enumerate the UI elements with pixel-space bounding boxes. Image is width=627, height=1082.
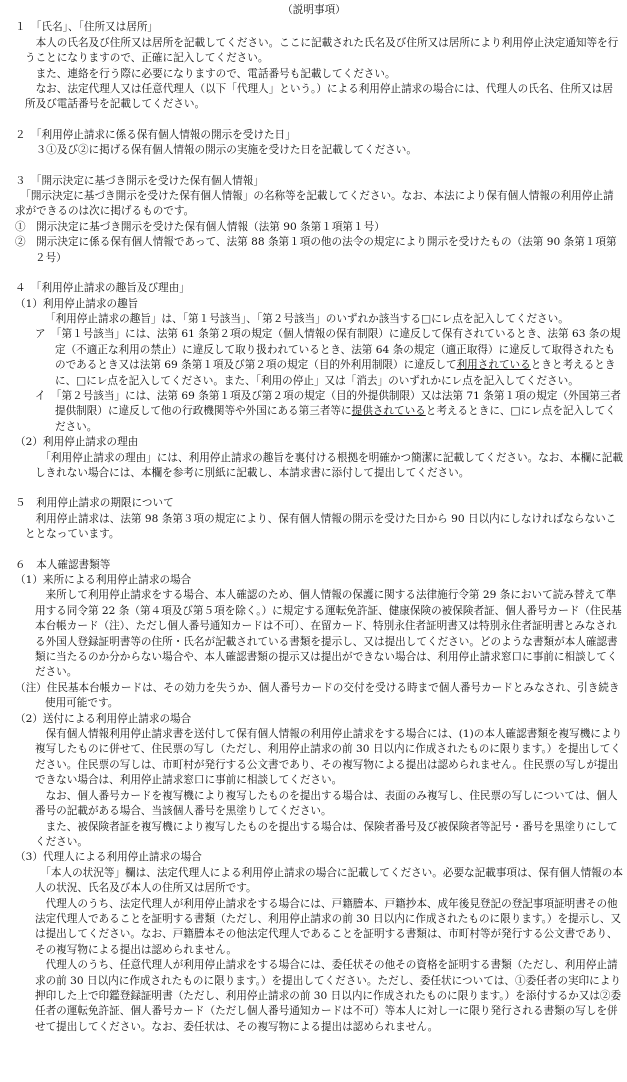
section-3-item-1: ① 開示決定に基づき開示を受けた保有個人情報（法第 90 条第１項第１号）	[15, 220, 385, 233]
section-6-mail-paragraph-3: また、被保険者証を複写機により複写したものを提出する場合は、保険者番号及び被保険者等記号・番号を黒塗りにしてください。	[35, 820, 618, 848]
section-1-paragraph-3: なお、法定代理人又は任意代理人（以下「代理人」という。）による利用停止請求の場合には、代理人の氏名、住所又は居所及び電話番号を記載してください。	[25, 83, 613, 111]
section-3-item-2: ② 開示決定に係る保有個人情報であって、法第 88 条第１項の他の法令の規定により開示を受けたもの（法第 90 条第１項第２号）	[15, 236, 617, 264]
section-6-visit-paragraph: 来所して利用停止請求をする場合、本人確認のため、個人情報の保護に関する法律施行令第 29 条において読み替えて準用する同令第 22 条（第４項及び第５項を除く。）に規定する運転免許証、健康保険の被保険者証、個人番号カード（住民基本台帳カード（注）、ただし個人番号通知カードは不可）、在留カード、特別永住者証明書又は特別永住者証明書とみなされる外国人登録証明書等の住所・氏名が記載されている書類を提示し、又は提出してください。どのような書類が本人確認書類に当たるのか分からない場合や、本人確認書類の提示又は提出ができない場合は、利用停止請求窓口に事前に相談してください。	[35, 589, 622, 679]
section-6-agent-paragraph-2: 代理人のうち、法定代理人が利用停止請求をする場合には、戸籍謄本、戸籍抄本、成年後見登記の登記事項証明書その他法定代理人であることを証明する書類（ただし、利用停止請求の前 30 日以内に作成されたものに限ります。）を提示し、又は提出してください。なお、戸籍謄本その他法定代理人であることを証明する書類は、市町村等が発行する公文書であり、その複写物による提出は認められません。	[35, 897, 622, 956]
section-4	[5, 281, 623, 481]
section-2-heading: ２ 「利用停止請求に係る保有個人情報の開示を受けた日」	[15, 128, 296, 141]
section-1-paragraph-2: また、連絡を行う際に必要になりますので、電話番号も記載してください。	[25, 67, 396, 80]
section-6-subheading-3: （3）代理人による利用停止請求の場合	[15, 851, 202, 864]
section-4-item-a-text-end: ときと考えるときに、□にレ点を記入してください。また、「利用の停止」又は「消去」のいずれかにレ点を記入してください。	[55, 359, 616, 387]
explanation-document	[5, 3, 623, 1050]
section-3-heading: ３ 「開示決定に基づき開示を受けた保有個人情報」	[15, 174, 264, 187]
section-6-note: （注）住民基本台帳カードは、その効力を失うか、個人番号カードの交付を受ける時まで個人番号カードとみなされ、引き続き使用可能です。	[15, 681, 620, 710]
section-4-subheading-2: （2）利用停止請求の理由	[15, 436, 139, 449]
section-6	[5, 558, 623, 1036]
section-4-item-a-text: ア 「第１号該当」には、法第 61 条第２項の規定（個人情報の保有制限）に違反して保有されているとき、法第 63 条の規定（不適正な利用の禁止）に違反して取り扱われているとき、法第 64 条の規定（適正取得）に違反して取得されたものであるとき又は法第 69 条第１項及び第２項の規定（目的外利用制限）に違反して	[35, 328, 621, 372]
section-4-item-b-text-end: と考えるときに、□にレ点を記入してください。	[55, 405, 616, 433]
section-1-heading: １ 「氏名」、「住所又は居所」	[15, 21, 159, 34]
section-3-paragraph-1: 「開示決定に基づき開示を受けた保有個人情報」の名称等を記載してください。なお、本法により保有個人情報の利用停止請求ができるのは次に掲げるものです。	[15, 190, 614, 218]
section-1	[5, 20, 623, 112]
section-6-agent-paragraph-3: 代理人のうち、任意代理人が利用停止請求をする場合には、委任状その他その資格を証明する書類（ただし、利用停止請求の前 30 日以内に作成されたものに限ります。）を提出してください。ただし、委任状については、①委任者の実印により押印した上で印鑑登録証明書（ただし、利用停止請求の前 30 日以内に作成されたものに限ります。）を添付するか又は②委任者の運転免許証、個人番号カード（ただし個人番号通知カードは不可）等本人に対し一に限り発行される書類の写しを併せて提出してください。なお、委任状は、その複写物による提出は認められません。	[35, 959, 622, 1033]
section-4-subheading-1: （1）利用停止請求の趣旨	[15, 297, 139, 310]
section-4-item-b-underlined: 提供されている	[351, 405, 426, 418]
section-2	[5, 128, 623, 159]
section-2-paragraph-1: ３①及び②に掲げる保有個人情報の開示の実施を受けた日を記載してください。	[25, 144, 417, 157]
section-4-item-b-text: イ 「第２号該当」には、法第 69 条第１項及び第２項の規定（目的外提供制限）又は法第 71 条第１項の規定（外国第三者提供制限）に違反して他の行政機関等や外国にある第三者等に	[35, 389, 622, 418]
section-4-heading: ４ 「利用停止請求の趣旨及び理由」	[15, 282, 190, 295]
section-6-mail-paragraph-2: なお、個人番号カードを複写機により複写したものを提出する場合は、表面のみ複写し、住民票の写しについては、個人番号の記載がある場合、当該個人番号を黒塗りしてください。	[35, 789, 618, 818]
section-6-mail-paragraph-1: 保有個人情報利用停止請求書を送付して保有個人情報の利用停止請求をする場合には、(1)の本人確認書類を複写機により複写したものに併せて、住民票の写し（ただし、利用停止請求の前 30 日以内に作成されたものに限ります。）を提出してください。住民票の写しは、市町村が発行する公文書であり、その複写物による提出は認められません。住民票の写しが提出できない場合は、利用停止請求窓口に事前に相談してください。	[35, 728, 623, 787]
section-5	[5, 496, 623, 542]
section-4-reason-paragraph: 「利用停止請求の理由」には、利用停止請求の趣旨を裏付ける根拠を明確かつ簡潔に記載してください。なお、本欄に記載しきれない場合には、本欄を参考に別紙に記載し、本請求書に添付して提出してください。	[35, 451, 623, 479]
section-6-subheading-2: （2）送付による利用停止請求の場合	[15, 712, 192, 725]
section-1-paragraph-1: 本人の氏名及び住所又は居所を記載してください。ここに記載された氏名及び住所又は居所により利用停止決定通知等を行うことになりますので、正確に記入してください。	[25, 36, 619, 65]
document-title: （説明事項）	[282, 4, 346, 16]
section-6-subheading-1: （1）来所による利用停止請求の場合	[15, 574, 192, 586]
section-4-purpose-paragraph: 「利用停止請求の趣旨」は、「第１号該当」、「第２号該当」のいずれか該当する□にレ点を記入してください。	[45, 312, 569, 325]
section-4-item-b	[5, 389, 623, 435]
section-4-item-a	[5, 327, 623, 389]
section-4-item-a-underlined: 利用されている	[456, 359, 531, 372]
section-5-paragraph-1: 利用停止請求は、法第 98 条第３項の規定により、保有個人情報の開示を受けた日から 90 日以内にしなければならないこととなっています。	[25, 512, 617, 541]
section-3	[5, 174, 623, 266]
section-6-heading: ６ 本人確認書類等	[15, 558, 111, 571]
section-5-heading: ５ 利用停止請求の期限について	[15, 497, 174, 510]
section-6-agent-paragraph-1: 「本人の状況等」欄は、法定代理人による利用停止請求の場合に記載してください。必要な記載事項は、保有個人情報の本人の状況、氏名及び本人の住所又は居所です。	[35, 866, 623, 895]
